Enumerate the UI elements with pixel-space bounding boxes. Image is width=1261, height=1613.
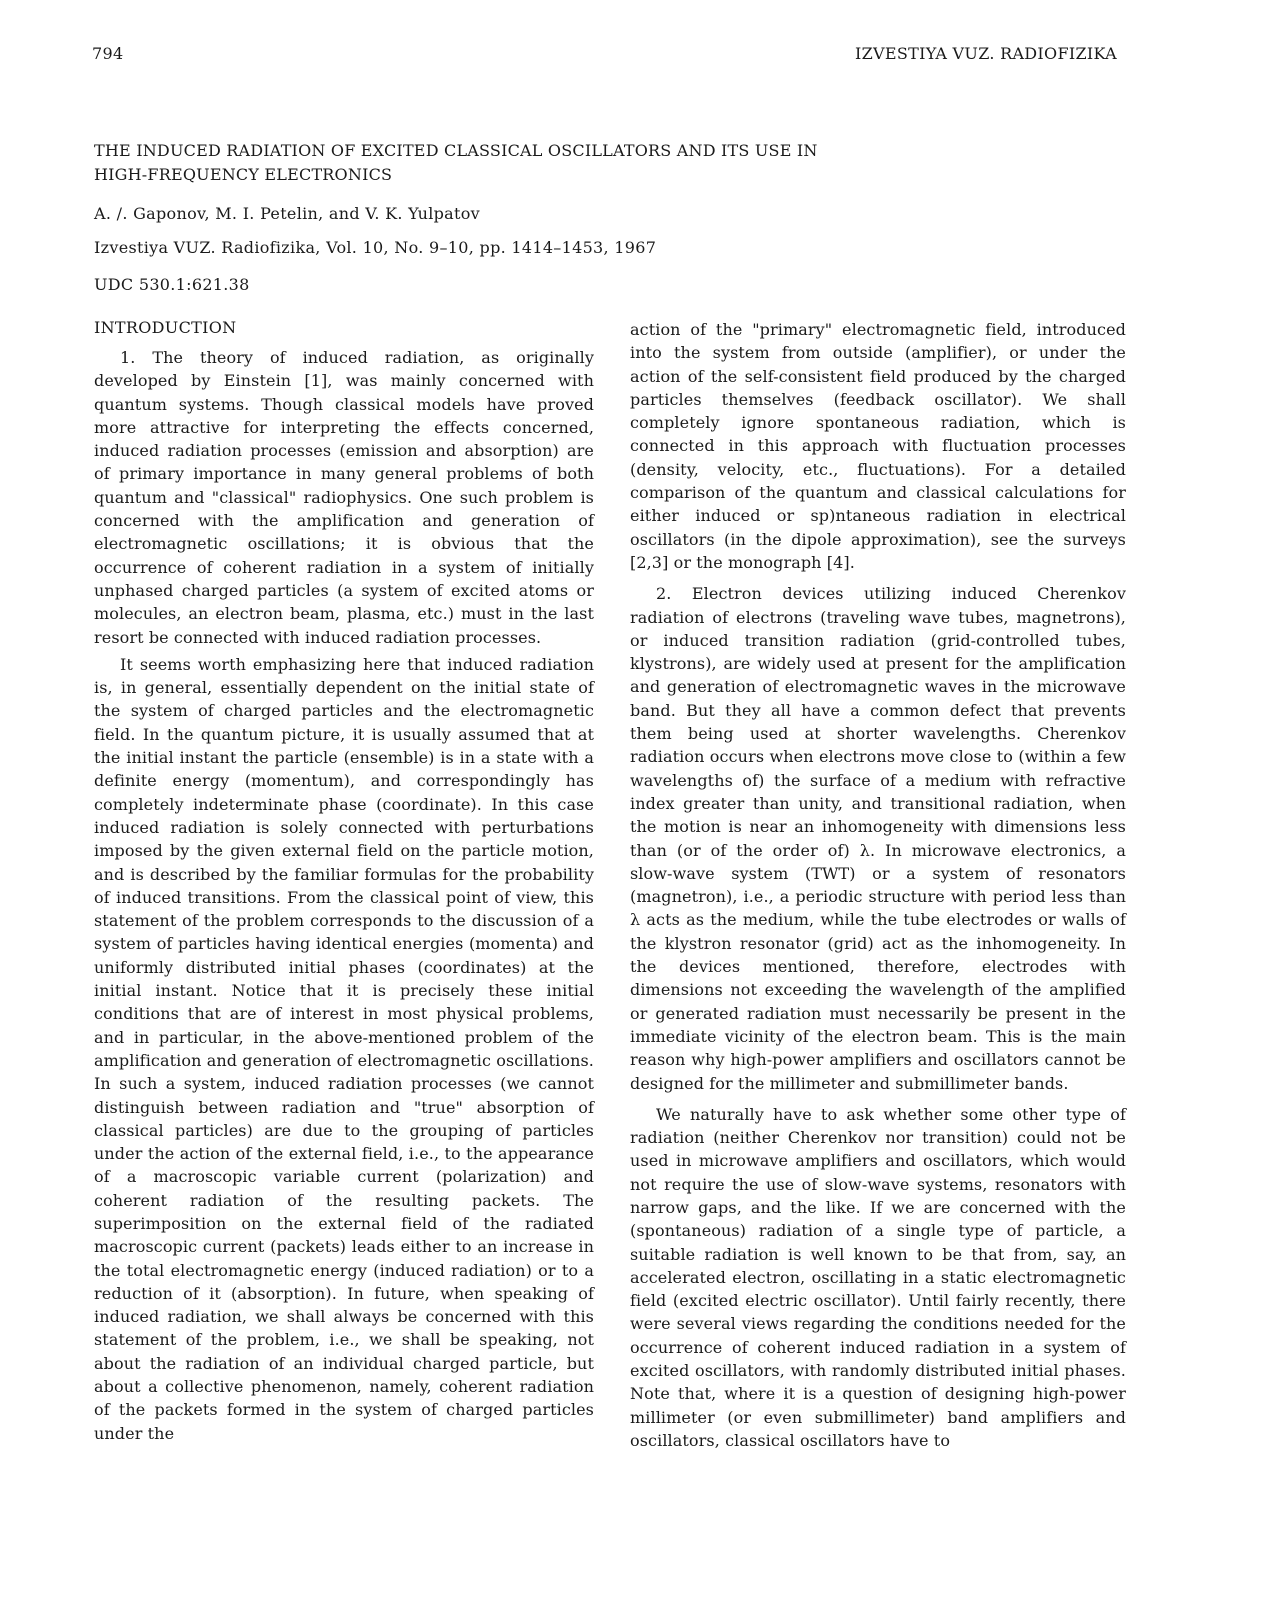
- journal-name: IZVESTIYA VUZ. RADIOFIZIKA: [854, 44, 1117, 63]
- right-column: [630, 318, 1126, 1452]
- article-citation: Izvestiya VUZ. Radiofizika, Vol. 10, No. 9–10, pp. 1414–1453, 1967: [94, 238, 657, 257]
- article-authors: A. /. Gaponov, M. I. Petelin, and V. K. Yulpatov: [94, 204, 481, 223]
- page-number: 794: [92, 44, 124, 63]
- paragraph-4: We naturally have to ask whether some other type of radiation (neither Cherenkov nor transition) could not be used in microwave amplifiers and oscillators, which would not require the use of slow-wave systems, resonators with narrow gaps, and the like. If we are concerned with the (spontaneous) radiation of a single type of particle, a suitable radiation is well known to be that from, say, an accelerated electron, oscillating in a static electromagnetic field (excited electric oscillator). Until fairly recently, there were several views regarding the conditions needed for the occurrence of coherent induced radiation in a system of excited oscillators, with randomly distributed initial phases. Note that, where it is a question of designing high-power millimeter (or even submillimeter) band amplifiers and oscillators, classical oscillators have to: [630, 1104, 1126, 1450]
- left-column: [94, 318, 594, 1445]
- paragraph-3: 2. Electron devices utilizing induced Cherenkov radiation of electrons (traveling wave tubes, magnetrons), or induced transition radiation (grid-controlled tubes, klystrons), are widely used at present for the amplification and generation of electromagnetic waves in the microwave band. But they all have a common defect that prevents them being used at shorter wavelengths. Cherenkov radiation occurs when electrons move close to (within a few wavelengths of) the surface of a medium with refractive index greater than unity, and transitional radiation, when the motion is near an inhomogeneity with dimensions less than (or of the order of) λ. In microwave electronics, a slow-wave system (TWT) or a system of resonators (magnetron), i.e., a periodic structure with period less than λ acts as the medium, while the tube electrodes or walls of the klystron resonator (grid) act as the inhomogeneity. In the devices mentioned, therefore, electrodes with dimensions not exceeding the wavelength of the amplified or generated radiation must necessarily be present in the immediate vicinity of the electron beam. This is the main reason why high-power amplifiers and oscillators cannot be designed for the millimeter and submillimeter bands.: [630, 584, 1126, 1093]
- paragraph-2-continued: action of the "primary" electromagnetic field, introduced into the system from outside (amplifier), or under the action of the self-consistent field produced by the charged particles themselves (feedback oscillator). We shall completely ignore spontaneous radiation, which is connected in this approach with fluctuation processes (density, velocity, etc., fluctuations). For a detailed comparison of the quantum and classical calculations for either induced or sp)ntaneous radiation in electrical oscillators (in the dipole approximation), see the surveys [2,3] or the monograph [4].: [630, 320, 1126, 572]
- udc-code: UDC 530.1:621.38: [94, 275, 250, 294]
- paragraph-1: 1. The theory of induced radiation, as originally developed by Einstein [1], was mainly concerned with quantum systems. Though classical models have proved more attractive for interpreting the effects concerned, induced radiation processes (emission and absorption) are of primary importance in many general problems of both quantum and "classical" radiophysics. One such problem is concerned with the amplification and generation of electromagnetic oscillations; it is obvious that the occurrence of coherent radiation in a system of initially unphased charged particles (a system of excited atoms or molecules, an electron beam, plasma, etc.) must in the last resort be connected with induced radiation processes.: [94, 348, 594, 647]
- article-title: THE INDUCED RADIATION OF EXCITED CLASSICAL OSCILLATORS AND ITS USE IN HIGH-FREQUENCY ELECTRONICS: [94, 141, 818, 184]
- paragraph-2: It seems worth emphasizing here that induced radiation is, in general, essentially dependent on the initial state of the system of charged particles and the electromagnetic field. In the quantum picture, it is usually assumed that at the initial instant the particle (ensemble) is in a state with a definite energy (momentum), and correspondingly has completely indeterminate phase (coordinate). In this case induced radiation is solely connected with perturbations imposed by the given external field on the particle motion, and is described by the familiar formulas for the probability of induced transitions. From the classical point of view, this statement of the problem corresponds to the discussion of a system of particles having identical energies (momenta) and uniformly distributed initial phases (coordinates) at the initial instant. Notice that it is precisely these initial conditions that are of interest in most physical problems, and in particular, in the above-mentioned problem of the amplification and generation of electromagnetic oscillations. In such a system, induced radiation processes (we cannot distinguish between radiation and "true" absorption of classical particles) are due to the grouping of particles under the action of the external field, i.e., to the appearance of a macroscopic variable current (polarization) and coherent radiation of the resulting packets. The superimposition on the external field of the radiated macroscopic current (packets) leads either to an increase in the total electromagnetic energy (induced radiation) or to a reduction of it (absorption). In future, when speaking of induced radiation, we shall always be concerned with this statement of the problem, i.e., we shall be speaking, not about the radiation of an individual charged particle, but about a collective phenomenon, namely, coherent radiation of the packets formed in the system of charged particles under the: [94, 654, 594, 1443]
- section-heading-introduction: INTRODUCTION: [94, 318, 237, 337]
